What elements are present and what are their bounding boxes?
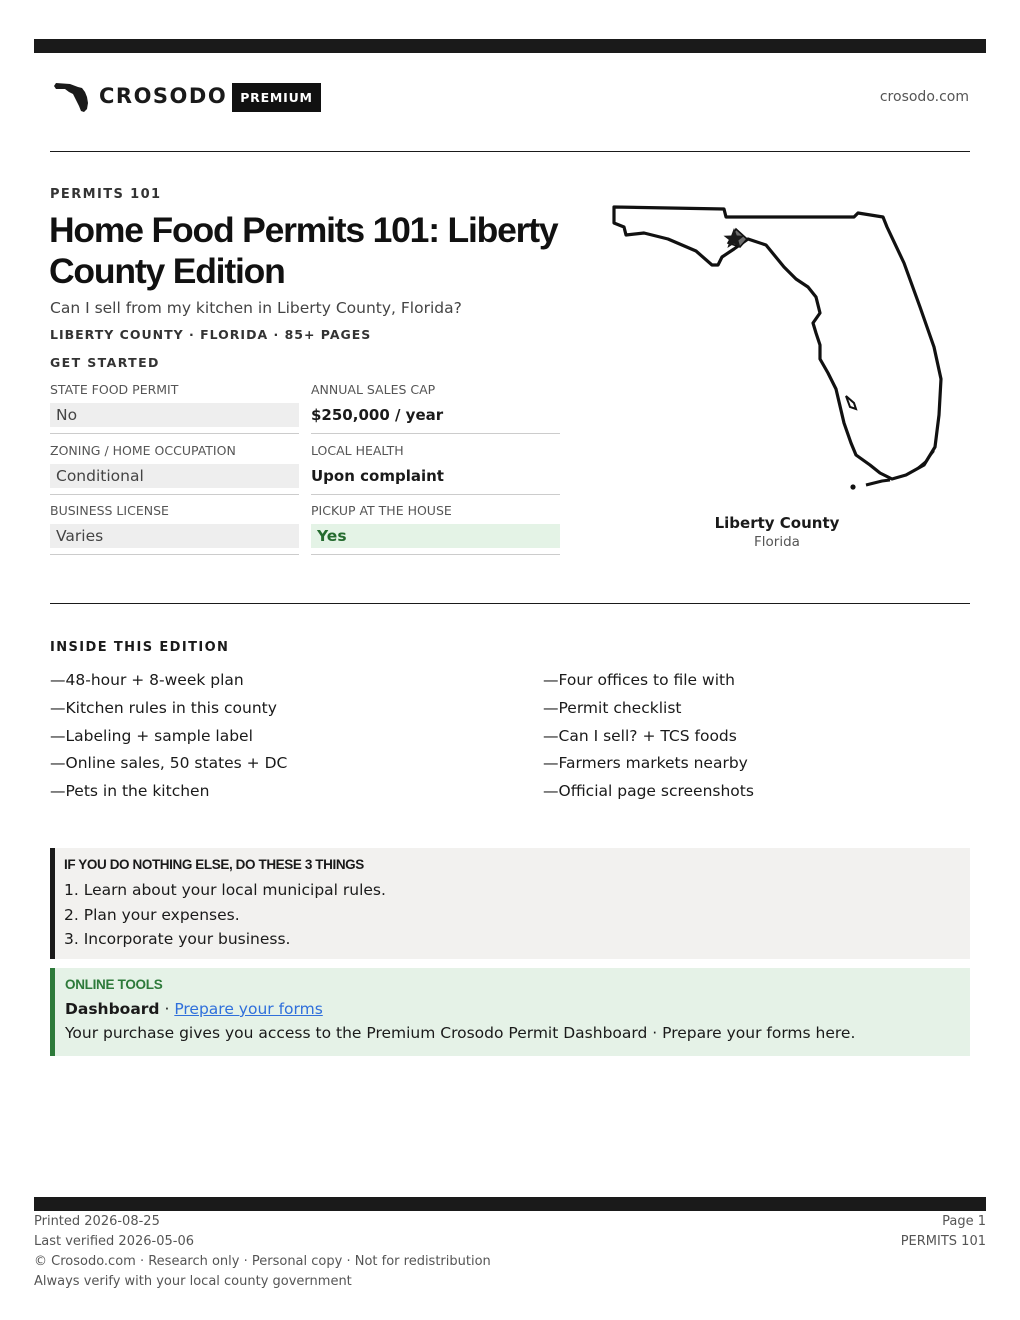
fact-value: $250,000 / year [311,406,444,424]
list-item: —Official page screenshots [543,782,754,801]
three-things-callout [50,848,970,959]
fact-zoning [50,443,299,495]
florida-map [608,203,948,495]
fact-value: No [50,403,299,427]
page-number: Page 1 [942,1214,986,1229]
fact-pickup [311,503,560,555]
fact-state-food-permit [50,382,299,434]
fact-value: Conditional [50,464,299,488]
premium-badge: PREMIUM [232,83,321,112]
page-title: Home Food Permits 101: Liberty County Edition [49,210,558,291]
contents-list-right [543,667,754,806]
site-url[interactable]: crosodo.com [879,89,969,105]
footer-right [901,1212,986,1252]
section-divider [50,603,970,604]
section-kicker: PERMITS 101 [50,187,162,202]
copyright-notice: © Crosodo.com · Research only · Personal copy · Not for redistribution [34,1254,491,1269]
list-item: 3. Incorporate your business. [64,930,291,948]
footer-left [34,1212,491,1292]
page-header [50,78,970,118]
fact-label: BUSINESS LICENSE [50,503,169,518]
printed-date: Printed 2026-08-25 [34,1214,160,1229]
brand-name[interactable]: CROSODO [99,84,228,108]
callout-heading: IF YOU DO NOTHING ELSE, DO THESE 3 THINGS [64,857,364,872]
get-started-heading: GET STARTED [50,355,160,370]
fact-annual-sales-cap [311,382,560,434]
fact-value: Upon complaint [311,467,444,485]
list-item: —Permit checklist [543,698,682,717]
list-item: 1. Learn about your local municipal rules. [64,881,386,899]
fact-label: STATE FOOD PERMIT [50,382,179,397]
fact-label: LOCAL HEALTH [311,443,404,458]
list-item: —Four offices to file with [543,671,735,689]
fact-value: Yes [311,524,560,548]
map-county-name: Liberty County [714,514,840,532]
list-item: —48-hour + 8-week plan [50,671,244,689]
fact-label: ZONING / HOME OCCUPATION [50,443,236,458]
footer-section: PERMITS 101 [900,1234,986,1249]
dashboard-label: Dashboard [65,1000,160,1018]
separator: · [159,1000,175,1018]
callout-list [64,878,970,952]
tools-links-line [65,997,970,1021]
page-subtitle: Can I sell from my kitchen in Liberty County, Florida? [50,299,462,317]
edition-meta: LIBERTY COUNTY · FLORIDA · 85+ PAGES [50,327,372,342]
fact-local-health [311,443,560,495]
tools-heading: ONLINE TOOLS [65,977,163,992]
prepare-forms-link[interactable]: Prepare your forms [174,1000,323,1018]
inside-edition-heading: INSIDE THIS EDITION [50,640,230,655]
online-tools-box [50,968,970,1056]
contents-list-left [50,667,287,806]
fact-value: Varies [50,524,299,548]
florida-logo-icon [53,81,89,113]
disclaimer: Always verify with your local county government [34,1274,352,1289]
tools-description: Your purchase gives you access to the Premium Crosodo Permit Dashboard · Prepare your forms here. [65,1024,856,1042]
top-bar [34,39,986,53]
list-item: —Labeling + sample label [50,726,253,745]
map-caption [677,514,877,552]
header-divider [50,151,970,152]
list-item: 2. Plan your expenses. [64,905,240,924]
island-dot [850,484,855,489]
verified-date: Last verified 2026-05-06 [34,1234,194,1249]
fact-label: ANNUAL SALES CAP [311,382,436,397]
list-item: —Pets in the kitchen [50,782,210,801]
bottom-bar [34,1197,986,1211]
fact-label: PICKUP AT THE HOUSE [311,503,452,518]
list-item: —Can I sell? + TCS foods [543,726,737,745]
map-state-name: Florida [754,534,800,550]
list-item: —Farmers markets nearby [543,754,748,773]
list-item: —Kitchen rules in this county [50,698,277,717]
fact-business-license [50,503,299,555]
list-item: —Online sales, 50 states + DC [50,754,288,773]
